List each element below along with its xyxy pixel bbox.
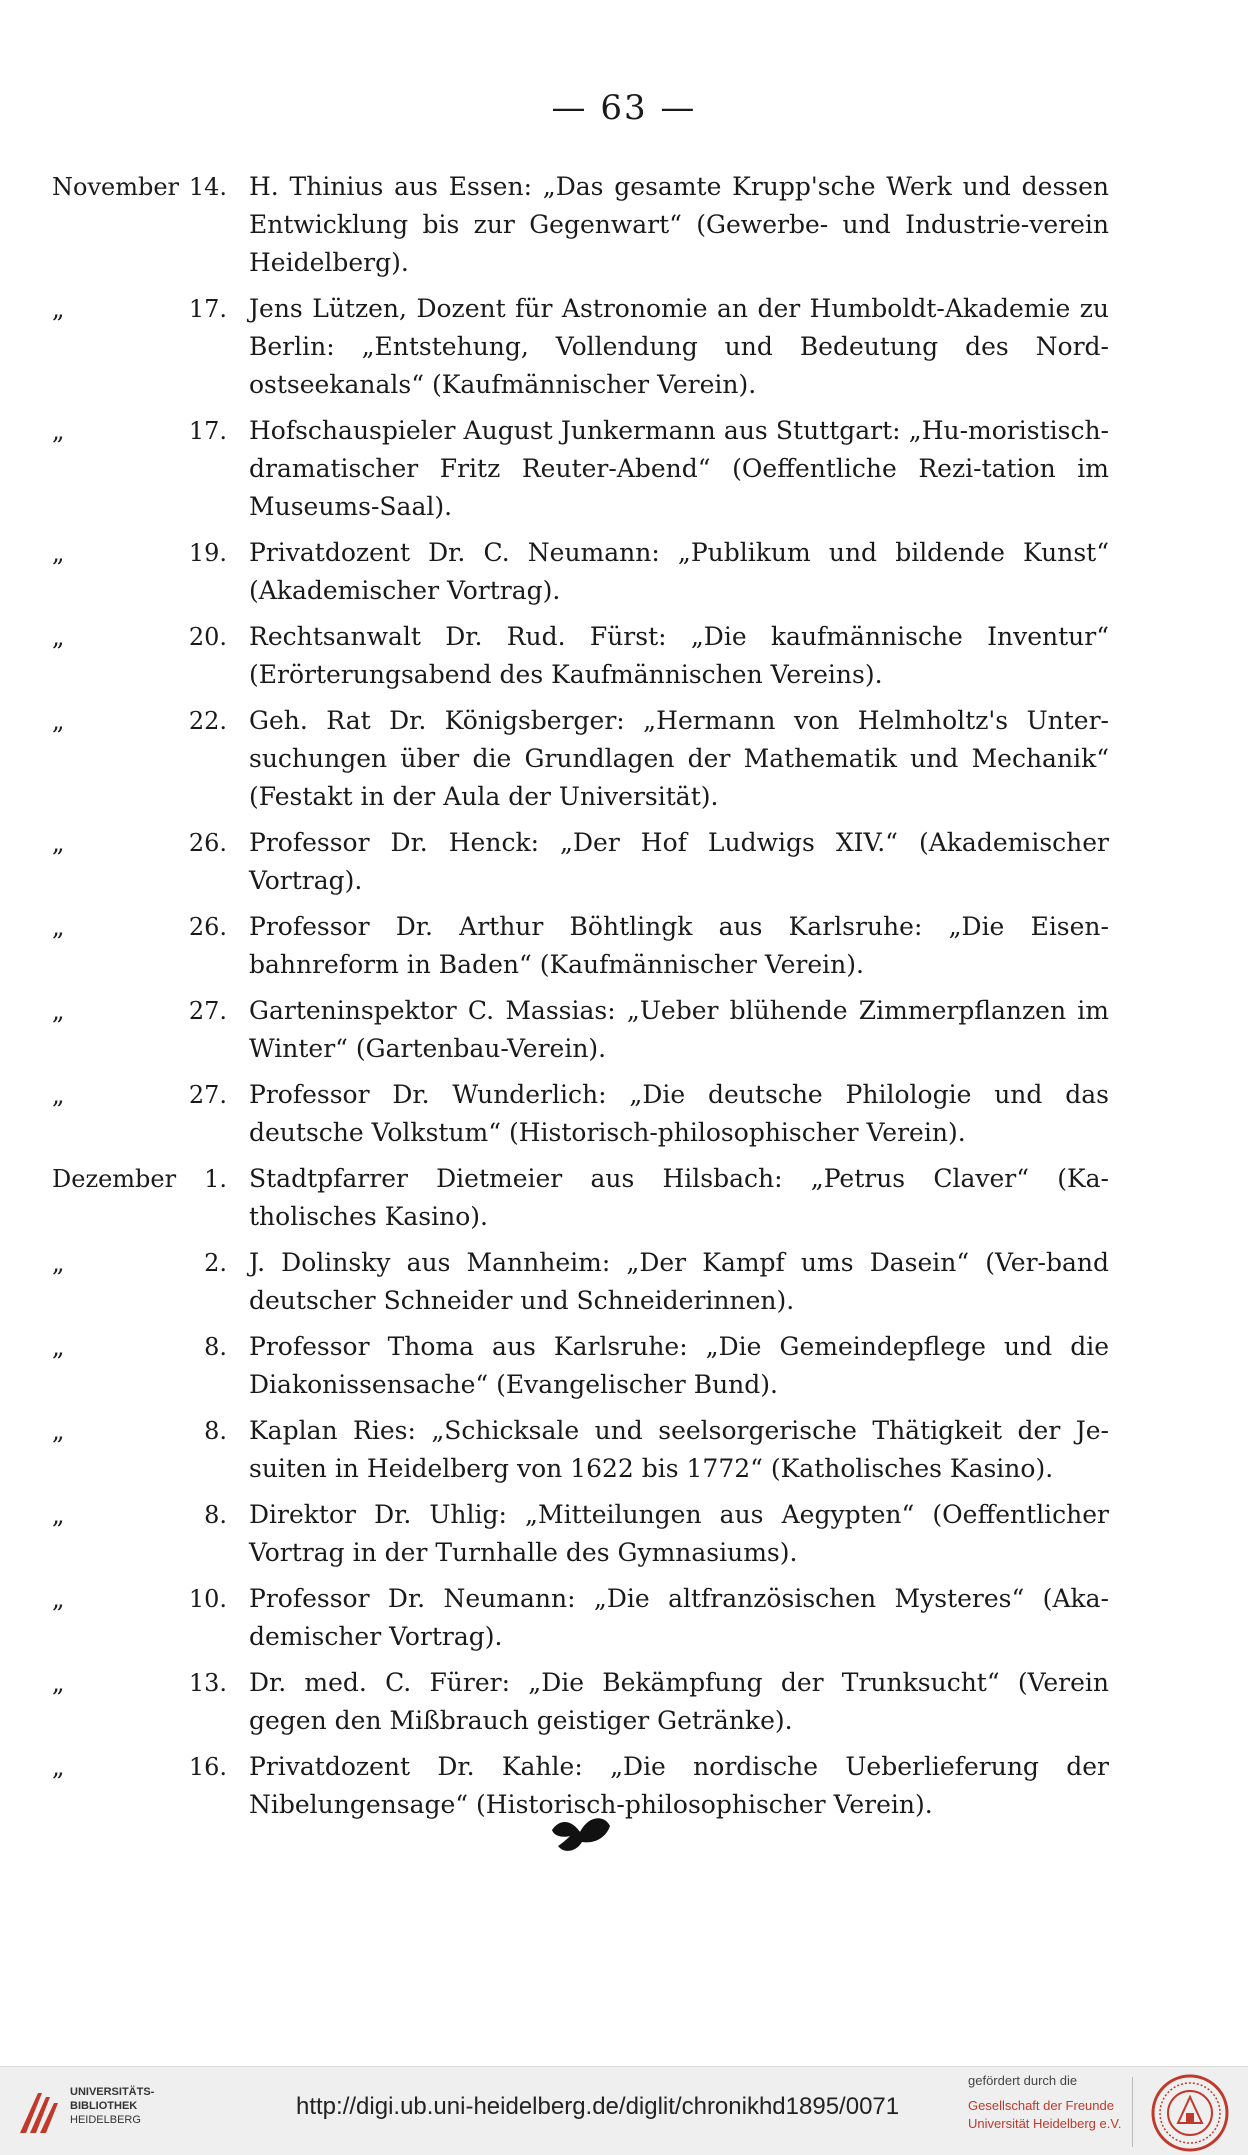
entry-text: Stadtpfarrer Dietmeier aus Hilsbach: „Petrus Claver“ (Ka-tholisches Kasino).	[249, 1164, 1109, 1231]
entry-month: „	[52, 417, 65, 445]
entry-day: 1.	[204, 1165, 227, 1193]
library-name	[70, 2085, 190, 2127]
entry-text: Garteninspektor C. Massias: „Ueber blühende Zimmerpflanzen im Winter“ (Gartenbau-Verein).	[249, 996, 1109, 1063]
entry-month: „	[52, 1333, 65, 1361]
ornament-icon	[546, 1808, 616, 1858]
entry-text: Rechtsanwalt Dr. Rud. Fürst: „Die kaufmännische Inventur“ (Erörterungsabend des Kaufmännischen Vereins).	[249, 622, 1109, 689]
entry-day: 26.	[188, 913, 227, 941]
entry-text: Direktor Dr. Uhlig: „Mitteilungen aus Aegypten“ (Oeffentlicher Vortrag in der Turnhalle des Gymnasiums).	[249, 1500, 1109, 1567]
list-item	[0, 412, 1248, 526]
entry-month: „	[52, 1249, 65, 1277]
entry-day: 27.	[188, 997, 227, 1025]
entry-text: Dr. med. C. Fürer: „Die Bekämpfung der Trunksucht“ (Verein gegen den Mißbrauch geistiger Getränke).	[249, 1668, 1109, 1735]
entry-text: Professor Dr. Neumann: „Die altfranzösischen Mysteres“ (Aka-demischer Vortrag).	[249, 1584, 1109, 1651]
entry-day: 2.	[204, 1249, 227, 1277]
library-name-line: HEIDELBERG	[70, 2114, 141, 2126]
list-item	[0, 618, 1248, 694]
library-name-line: UNIVERSITÄTS-	[70, 2086, 155, 2098]
entry-month: „	[52, 829, 65, 857]
list-item	[0, 1076, 1248, 1152]
entry-text: Privatdozent Dr. Kahle: „Die nordische Ueberlieferung der Nibelungensage“ (Historisch-philosophischer Verein).	[249, 1752, 1109, 1819]
entry-day: 26.	[188, 829, 227, 857]
list-item	[0, 1328, 1248, 1404]
entry-month: „	[52, 913, 65, 941]
entry-text: Professor Dr. Arthur Böhtlingk aus Karlsruhe: „Die Eisen-bahnreform in Baden“ (Kaufmännischer Verein).	[249, 912, 1109, 979]
lecture-list	[0, 168, 1248, 1832]
entry-month: Dezember	[52, 1165, 177, 1193]
entry-text: Hofschauspieler August Junkermann aus Stuttgart: „Hu-moristisch-dramatischer Fritz Reuter-Abend“ (Oeffentliche Rezi-tation im Museums-Saal).	[249, 416, 1109, 521]
list-item	[0, 992, 1248, 1068]
list-item	[0, 1580, 1248, 1656]
footer-bar	[0, 2066, 1248, 2155]
list-item	[0, 1412, 1248, 1488]
list-item	[0, 702, 1248, 816]
entry-day: 17.	[188, 295, 227, 323]
entry-month: „	[52, 1417, 65, 1445]
divider	[1132, 2077, 1133, 2147]
library-logo-icon	[12, 2087, 64, 2139]
entry-day: 13.	[188, 1669, 227, 1697]
entry-month: „	[52, 1585, 65, 1613]
sponsor-label: gefördert durch die	[968, 2073, 1078, 2088]
entry-day: 19.	[188, 539, 227, 567]
entry-month: „	[52, 1753, 65, 1781]
entry-text: Professor Dr. Henck: „Der Hof Ludwigs XIV.“ (Akademischer Vortrag).	[249, 828, 1109, 895]
entry-day: 8.	[204, 1501, 227, 1529]
permalink-url[interactable]: http://digi.ub.uni-heidelberg.de/diglit/chronikhd1895/0071	[296, 2093, 900, 2120]
entry-day: 27.	[188, 1081, 227, 1109]
list-item	[0, 1244, 1248, 1320]
university-seal-icon	[1150, 2073, 1230, 2153]
list-item	[0, 1496, 1248, 1572]
entry-day: 14.	[188, 173, 227, 201]
entry-month: „	[52, 1501, 65, 1529]
entry-text: Kaplan Ries: „Schicksale und seelsorgerische Thätigkeit der Je-suiten in Heidelberg von 1622 bis 1772“ (Katholisches Kasino).	[249, 1416, 1109, 1483]
list-item	[0, 1160, 1248, 1236]
entry-text: Privatdozent Dr. C. Neumann: „Publikum und bildende Kunst“ (Akademischer Vortrag).	[249, 538, 1109, 605]
entry-day: 10.	[188, 1585, 227, 1613]
entry-month: „	[52, 1669, 65, 1697]
entry-day: 20.	[188, 623, 227, 651]
list-item	[0, 1748, 1248, 1824]
list-item	[0, 1664, 1248, 1740]
library-name-line: BIBLIOTHEK	[70, 2100, 138, 2112]
entry-day: 17.	[188, 417, 227, 445]
entry-text: Professor Dr. Wunderlich: „Die deutsche Philologie und das deutsche Volkstum“ (Historisch-philosophischer Verein).	[249, 1080, 1109, 1147]
list-item	[0, 168, 1248, 282]
entry-month: November	[52, 173, 180, 201]
list-item	[0, 908, 1248, 984]
entry-month: „	[52, 1081, 65, 1109]
entry-month: „	[52, 997, 65, 1025]
sponsor-name-line: Universität Heidelberg e.V.	[968, 2116, 1122, 2131]
entry-text: Jens Lützen, Dozent für Astronomie an der Humboldt-Akademie zu Berlin: „Entstehung, Vollendung und Bedeutung des Nord-ostseekanals“ (Kaufmännischer Verein).	[249, 294, 1109, 399]
entry-day: 16.	[188, 1753, 227, 1781]
entry-text: Professor Thoma aus Karlsruhe: „Die Gemeindepflege und die Diakonissensache“ (Evangelischer Bund).	[249, 1332, 1109, 1399]
sponsor-name-line: Gesellschaft der Freunde	[968, 2098, 1114, 2113]
entry-month: „	[52, 295, 65, 323]
entry-month: „	[52, 539, 65, 567]
entry-month: „	[52, 707, 65, 735]
entry-month: „	[52, 623, 65, 651]
list-item	[0, 824, 1248, 900]
entry-day: 8.	[204, 1333, 227, 1361]
list-item	[0, 534, 1248, 610]
entry-day: 8.	[204, 1417, 227, 1445]
entry-text: Geh. Rat Dr. Königsberger: „Hermann von Helmholtz's Unter-suchungen über die Grundlagen der Mathematik und Mechanik“ (Festakt in der Aula der Universität).	[249, 706, 1109, 811]
page-number: — 63 —	[551, 88, 697, 128]
entry-day: 22.	[188, 707, 227, 735]
sponsor-name	[968, 2097, 1128, 2133]
list-item	[0, 290, 1248, 404]
entry-text: J. Dolinsky aus Mannheim: „Der Kampf ums Dasein“ (Ver-band deutscher Schneider und Schneiderinnen).	[249, 1248, 1109, 1315]
entry-text: H. Thinius aus Essen: „Das gesamte Krupp'sche Werk und dessen Entwicklung bis zur Gegenwart“ (Gewerbe- und Industrie-verein Heidelberg).	[249, 172, 1109, 277]
